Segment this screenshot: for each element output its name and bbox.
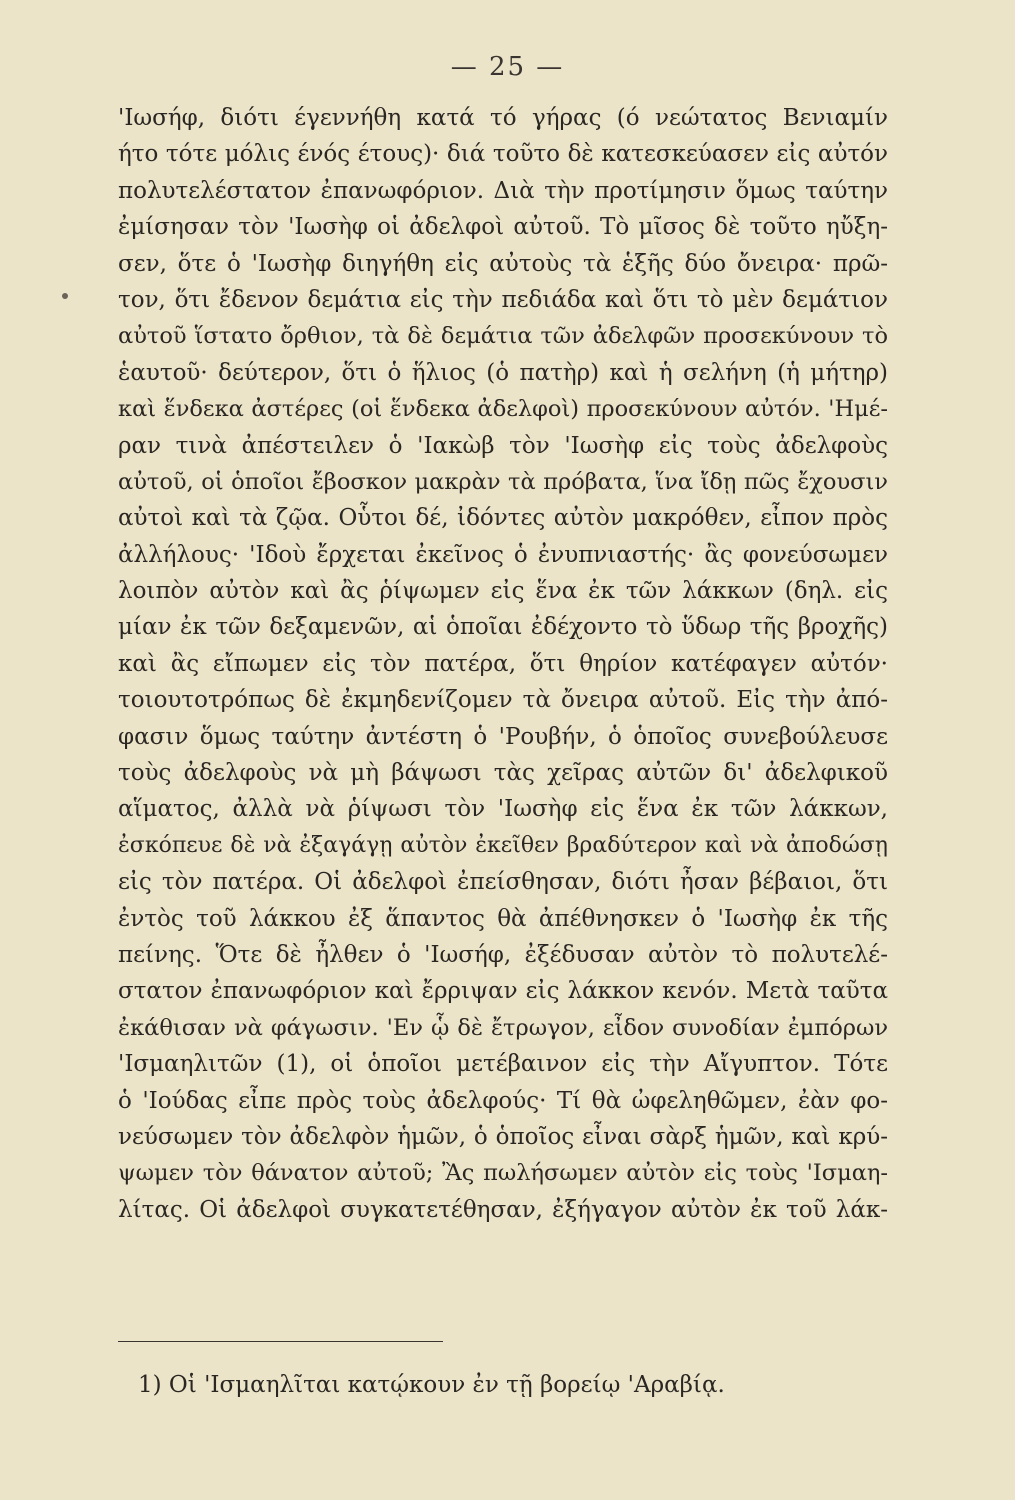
text-line: 'Ιωσήφ, διότι έγεννήθη κατά τό γήρας (ό νεώτατος Βενιαμίν [118, 105, 888, 131]
text-line: σεν, ὅτε ὁ 'Ιωσὴφ διηγήθη εἰς αὐτοὺς τὰ ἑξῆς δύο ὄνειρα· πρῶ- [118, 250, 888, 277]
body-text [118, 100, 888, 1228]
text-line: καὶ ἂς εἴπωμεν εἰς τὸν πατέρα, ὅτι θηρίον κατέφαγεν αὐτόν· [118, 650, 888, 677]
text-line: ἐσκόπευε δὲ νὰ ἐξαγάγῃ αὐτὸν ἐκεῖθεν βραδύτερον καὶ νὰ ἀποδώσῃ [118, 832, 888, 858]
text-line: 'Ισμαηλιτῶν (1), οἱ ὁποῖοι μετέβαινον εἰς τὴν Αἴγυπτον. Τότε [118, 1051, 888, 1078]
ink-spot [62, 293, 68, 299]
text-line: πολυτελέστατον ἐπανωφόριον. Διὰ τὴν προτίμησιν ὅμως ταύτην [118, 177, 888, 204]
text-line: νεύσωμεν τὸν ἀδελφὸν ἡμῶν, ὁ ὁποῖος εἶναι σὰρξ ἡμῶν, καὶ κρύ- [118, 1123, 888, 1150]
text-line: αὐτοὶ καὶ τὰ ζῷα. Οὗτοι δέ, ἰδόντες αὐτὸν μακρόθεν, εἶπον πρὸς [118, 505, 888, 532]
text-line: ἐντὸς τοῦ λάκκου ἐξ ἅπαντος θὰ ἀπέθνησκεν ὁ 'Ιωσὴφ ἐκ τῆς [118, 905, 888, 932]
text-line: πείνης. Ὅτε δὲ ἦλθεν ὁ 'Ιωσήφ, ἐξέδυσαν αὐτὸν τὸ πολυτελέ- [118, 941, 888, 968]
text-line: αὐτοῦ ἵστατο ὄρθιον, τὰ δὲ δεμάτια τῶν ἀδελφῶν προσεκύνουν τὸ [118, 323, 888, 350]
footnote-divider [118, 1341, 443, 1342]
text-line: μίαν ἐκ τῶν δεξαμενῶν, αἱ ὁποῖαι ἐδέχοντο τὸ ὕδωρ τῆς βροχῆς) [118, 614, 888, 641]
text-line: τοιουτοτρόπως δὲ ἐκμηδενίζομεν τὰ ὄνειρα αὐτοῦ. Εἰς τὴν ἀπό- [118, 687, 888, 714]
text-line: τον, ὅτι ἔδενον δεμάτια εἰς τὴν πεδιάδα καὶ ὅτι τὸ μὲν δεμάτιον [118, 286, 888, 313]
text-line: εἰς τὸν πατέρα. Οἱ ἀδελφοὶ ἐπείσθησαν, διότι ἦσαν βέβαιοι, ὅτι [118, 869, 888, 896]
text-line: λίτας. Οἱ ἀδελφοὶ συγκατετέθησαν, ἐξήγαγον αὐτὸν ἐκ τοῦ λάκ- [118, 1196, 888, 1223]
text-line: ἑαυτοῦ· δεύτερον, ὅτι ὁ ἥλιος (ὁ πατὴρ) καὶ ἡ σελήνη (ἡ μήτηρ) [118, 359, 888, 386]
text-line: ἀλλήλους· 'Ιδοὺ ἔρχεται ἐκεῖνος ὁ ἐνυπνιαστής· ἂς φονεύσωμεν [118, 541, 888, 568]
footnote: 1) Οἱ 'Ισμαηλῖται κατῴκουν ἐν τῇ βορείῳ 'Αραβίᾳ. [138, 1372, 725, 1398]
text-line: ήτο τότε μόλις ένός έτους)· διά τοῦτο δὲ κατεσκεύασεν εἰς αὐτόν [118, 141, 888, 168]
page-number: — 25 — [450, 52, 565, 82]
text-line: αὐτοῦ, οἱ ὁποῖοι ἔβοσκον μακρὰν τὰ πρόβατα, ἵνα ἴδῃ πῶς ἔχουσιν [118, 468, 888, 495]
text-line: ἐκάθισαν νὰ φάγωσιν. 'Εν ᾧ δὲ ἔτρωγον, εἶδον συνοδίαν ἐμπόρων [118, 1014, 888, 1041]
text-line: ὁ 'Ιούδας εἶπε πρὸς τοὺς ἀδελφούς· Τί θὰ ὠφεληθῶμεν, ἐὰν φο- [118, 1087, 888, 1114]
text-line: στατον ἐπανωφόριον καὶ ἔρριψαν εἰς λάκκον κενόν. Μετὰ ταῦτα [118, 978, 888, 1005]
text-line: ψωμεν τὸν θάνατον αὐτοῦ; Ἂς πωλήσωμεν αὐτὸν εἰς τοὺς 'Ισμαη- [118, 1160, 888, 1187]
text-line: ἐμίσησαν τὸν 'Ιωσὴφ οἱ ἀδελφοὶ αὐτοῦ. Τὸ μῖσος δὲ τοῦτο ηὔξη- [118, 214, 888, 241]
text-line: φασιν ὅμως ταύτην ἀντέστη ὁ 'Ρουβήν, ὁ ὁποῖος συνεβούλευσε [118, 723, 888, 750]
text-line: καὶ ἕνδεκα ἀστέρες (οἱ ἕνδεκα ἀδελφοὶ) προσεκύνουν αὐτόν. 'Ημέ- [118, 396, 888, 423]
text-line: ραν τινὰ ἀπέστειλεν ὁ 'Ιακὼβ τὸν 'Ιωσὴφ εἰς τοὺς ἀδελφοὺς [118, 432, 888, 459]
text-line: τοὺς ἀδελφοὺς νὰ μὴ βάψωσι τὰς χεῖρας αὐτῶν δι' ἀδελφικοῦ [118, 760, 888, 787]
text-line: λοιπὸν αὐτὸν καὶ ἂς ῥίψωμεν εἰς ἕνα ἐκ τῶν λάκκων (δηλ. εἰς [118, 578, 888, 605]
text-line: αἵματος, ἀλλὰ νὰ ῥίψωσι τὸν 'Ιωσὴφ εἰς ἕνα ἐκ τῶν λάκκων, [118, 796, 888, 823]
